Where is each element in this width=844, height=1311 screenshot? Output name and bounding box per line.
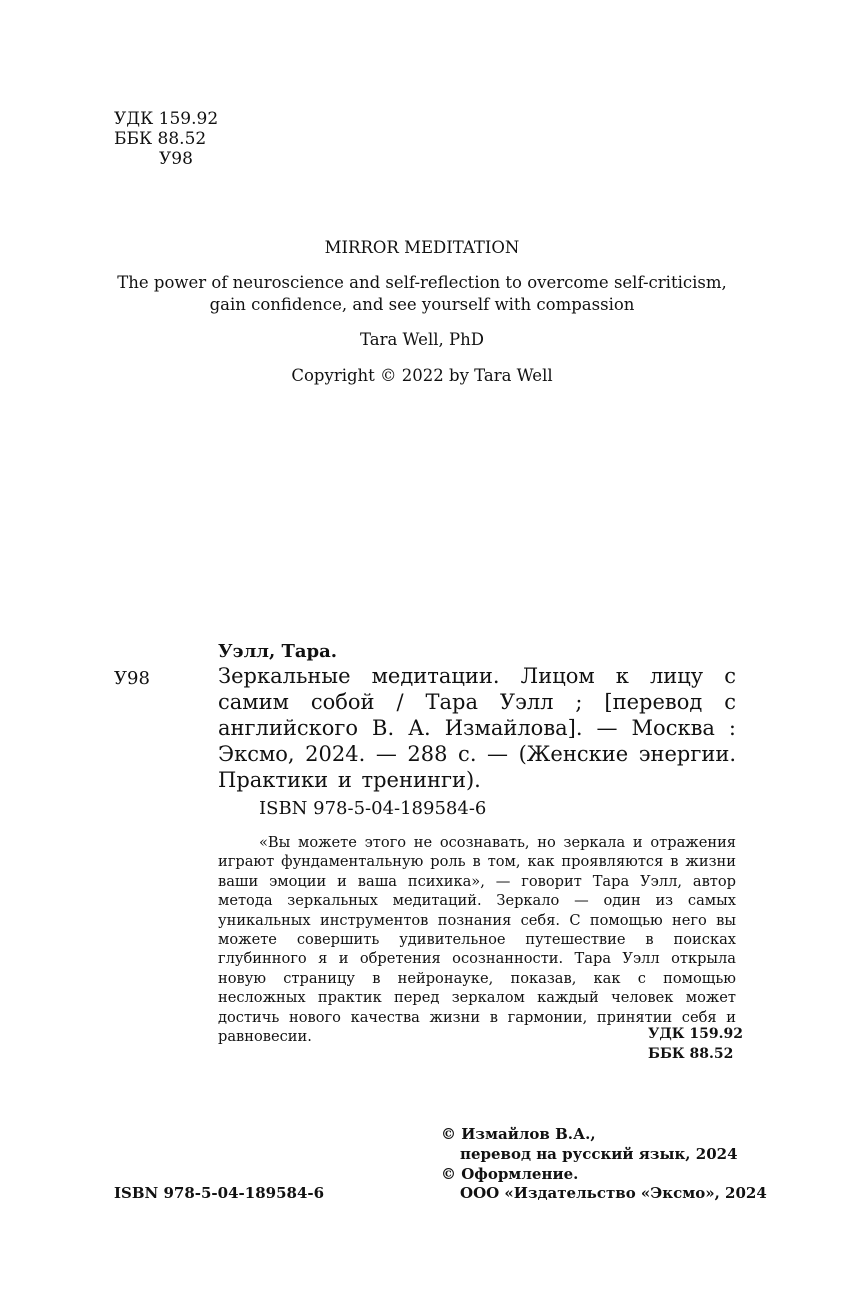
catalog-description: Зеркальные медитации. Лицом к лицу с самим собой / Тара Уэлл ; [перевод с английского В. А. Измайлова]. — Москва : Эксмо, 2024. — 288 с. — (Женские энергии. Практики и тренинги). — [218, 664, 736, 792]
original-title: MIRROR MEDITATION — [324, 238, 520, 257]
annotation-udk: УДК 159.92 — [648, 1026, 743, 1042]
translation-copyright-line1: © Измайлов В.А., — [441, 1125, 596, 1143]
catalog-isbn: ISBN 978-5-04-189584-6 — [259, 798, 487, 819]
catalog-author-mark: У98 — [114, 668, 150, 689]
original-author: Tara Well, PhD — [360, 330, 484, 349]
author-mark: У98 — [159, 149, 193, 169]
original-subtitle-line2: gain confidence, and see yourself with compassion — [209, 295, 635, 314]
design-copyright-line2: ООО «Издательство «Эксмо», 2024 — [460, 1184, 767, 1202]
udk-code: УДК 159.92 — [114, 109, 219, 129]
annotation-text: «Вы можете этого не осознавать, но зеркала и отражения играют фундаментальную роль в том, как проявляются в жизни ваши эмоции и ваша психика», — говорит Тара Уэлл, автор метода зеркальных медитаций. Зеркало — один из самых уникальных инструментов познания себя. С помощью него вы можете совершить удивительное путешествие в поисках глубинного я и обретения осознанности. Тара Уэлл открыла новую страницу в нейронауке, показав, как с помощью несложных практик перед зеркалом каждый человек может достичь нового качества жизни в гармонии, принятии себя и равновесии. — [218, 834, 736, 1046]
original-copyright: Copyright © 2022 by Tara Well — [291, 366, 553, 385]
annotation-bbk: ББК 88.52 — [648, 1046, 734, 1062]
translation-copyright-line2: перевод на русский язык, 2024 — [460, 1145, 738, 1163]
bottom-isbn: ISBN 978-5-04-189584-6 — [114, 1184, 325, 1202]
bbk-code: ББК 88.52 — [114, 129, 207, 149]
catalog-author-heading: Уэлл, Тара. — [218, 641, 338, 662]
original-subtitle-line1: The power of neuroscience and self-reflection to overcome self-criticism, — [117, 273, 727, 292]
design-copyright-line1: © Оформление. — [441, 1165, 579, 1183]
